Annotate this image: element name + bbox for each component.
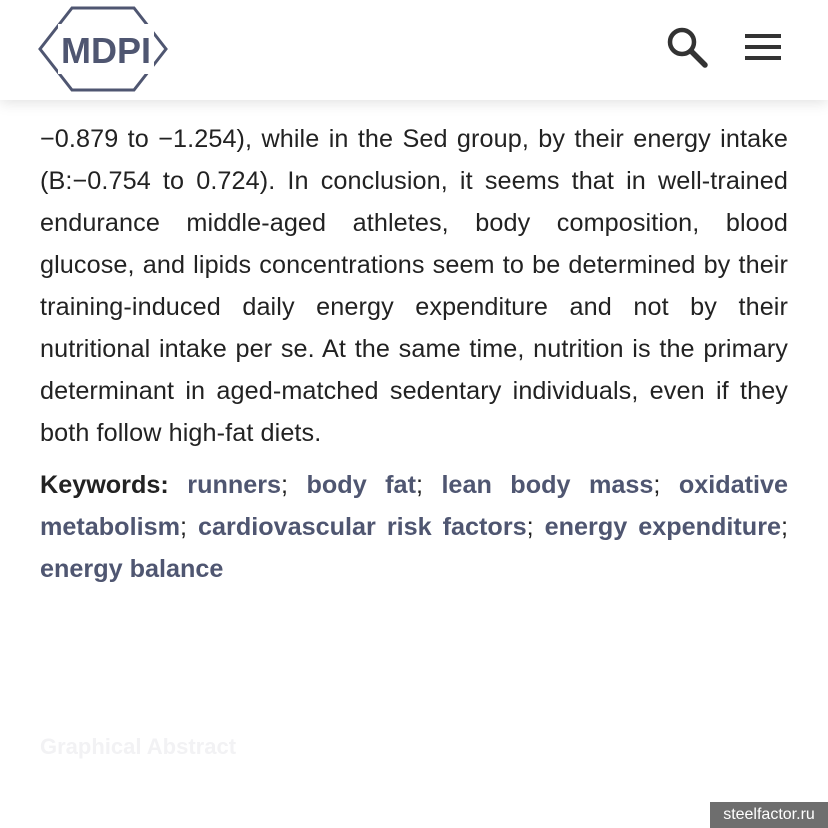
keyword-link-runners[interactable]: runners — [187, 471, 282, 499]
keyword-link-energy-expenditure[interactable]: energy expenditure — [544, 513, 782, 541]
abstract-text: −0.879 to −1.254), while in the Sed group, by their energy intake (B:−0.754 to 0.724). In conclusion, it seems that in well-trained endurance middle-aged athletes, body composition, blood glucose, and lipids concentrations seem to be determined by their training-induced daily energy expenditure and not by their nutritional intake per se. At the same time, nutrition is the primary determinant in aged-matched sedentary individuals, even if they both follow high-fat diets. — [40, 125, 788, 447]
keywords-label: Keywords: — [40, 471, 169, 499]
mdpi-logo[interactable] — [38, 6, 170, 92]
keyword-link-body-fat[interactable]: body fat — [306, 471, 416, 499]
graphical-abstract-heading[interactable]: Graphical Abstract — [40, 734, 237, 759]
logo-text: MDPI — [61, 30, 151, 71]
site-header — [0, 0, 828, 100]
search-button[interactable] — [664, 24, 710, 70]
keyword-link-oxidative-metabolism[interactable]: oxidative metabolism — [40, 471, 789, 541]
hamburger-menu-icon — [740, 26, 786, 68]
keyword-link-lean-body-mass[interactable]: lean body mass — [441, 471, 654, 499]
keyword-link-energy-balance[interactable]: energy balance — [40, 555, 224, 583]
menu-button[interactable] — [740, 26, 786, 68]
article-content — [40, 118, 788, 590]
logo-hexagon-icon — [38, 6, 170, 92]
keyword-link-cardiovascular-risk-factors[interactable]: cardiovascular risk factors — [198, 513, 527, 541]
keywords-section: Keywords: runners; body fat; lean body mass; oxidative metabolism; cardiovascular risk factors; energy expenditure; energy balance — [40, 471, 789, 583]
search-icon — [664, 24, 710, 70]
watermark: steelfactor.ru — [710, 802, 828, 828]
